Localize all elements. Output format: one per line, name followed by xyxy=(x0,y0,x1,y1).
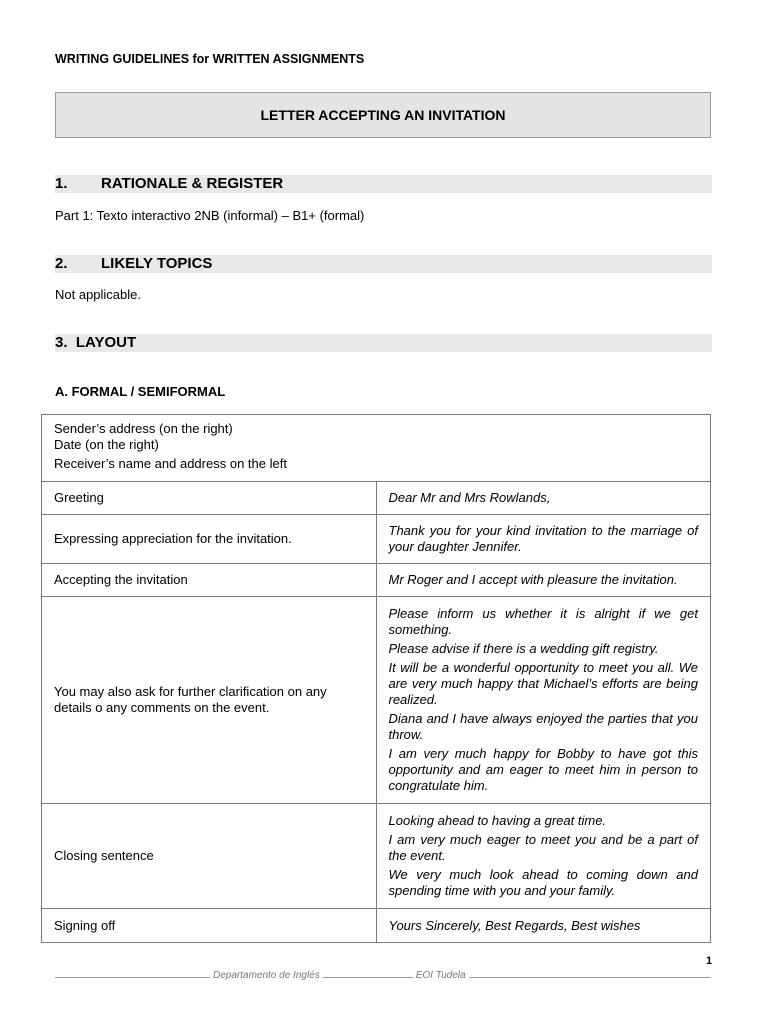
example-line: It will be a wonderful opportunity to meet you all. We are very much happy that Michael’s efforts are being realized. xyxy=(388,660,698,707)
footer-department: Departamento de Inglés xyxy=(213,970,320,981)
row-label: Expressing appreciation for the invitation. xyxy=(42,515,377,564)
table-row xyxy=(42,515,711,564)
layout-subheading: A. FORMAL / SEMIFORMAL xyxy=(55,384,226,399)
example-line: Looking ahead to having a great time. xyxy=(388,813,607,828)
footer-school: EOI Tudela xyxy=(415,970,466,981)
table-row xyxy=(42,597,711,804)
section-2-title: LIKELY TOPICS xyxy=(101,255,213,272)
footer-rule xyxy=(469,968,710,978)
document-title: LETTER ACCEPTING AN INVITATION xyxy=(55,92,711,138)
row-examples xyxy=(376,597,711,804)
section-1-heading xyxy=(55,175,712,193)
row-examples xyxy=(376,804,711,909)
row-label: Signing off xyxy=(42,909,377,943)
section-1-text: Part 1: Texto interactivo 2NB (informal) – B1+ (formal) xyxy=(55,208,365,223)
intro-line: Receiver’s name and address on the left xyxy=(54,456,287,471)
section-3-heading: 3. LAYOUT xyxy=(55,334,712,352)
row-example: Yours Sincerely, Best Regards, Best wishes xyxy=(376,909,711,943)
row-example: Thank you for your kind invitation to the marriage of your daughter Jennifer. xyxy=(376,515,711,564)
table-row xyxy=(42,804,711,909)
intro-line: Sender’s address (on the right) xyxy=(54,421,233,436)
table-row xyxy=(42,415,711,482)
section-1-number: 1. xyxy=(55,175,68,192)
page-number: 1 xyxy=(706,955,713,967)
section-2-heading xyxy=(55,255,712,273)
row-example: Mr Roger and I accept with pleasure the invitation. xyxy=(376,564,711,597)
example-line: Please advise if there is a wedding gift registry. xyxy=(388,641,659,656)
intro-line: Date (on the right) xyxy=(54,437,159,452)
example-line: I am very much eager to meet you and be a part of the event. xyxy=(388,832,698,863)
document-header: WRITING GUIDELINES for WRITTEN ASSIGNMENTS xyxy=(55,52,365,66)
row-label: Accepting the invitation xyxy=(42,564,377,597)
row-example: Dear Mr and Mrs Rowlands, xyxy=(376,482,711,515)
row-label: Closing sentence xyxy=(42,804,377,909)
example-line: I am very much happy for Bobby to have got this opportunity and am eager to meet him in person to congratulate him. xyxy=(388,746,698,793)
section-2-text: Not applicable. xyxy=(55,287,141,302)
intro-cell xyxy=(42,415,711,482)
row-label: Greeting xyxy=(42,482,377,515)
section-2-number: 2. xyxy=(55,255,68,272)
footer-rule xyxy=(323,968,413,978)
page-footer xyxy=(55,968,710,981)
table-row xyxy=(42,482,711,515)
section-1-title: RATIONALE & REGISTER xyxy=(101,175,284,192)
layout-table xyxy=(41,414,711,943)
table-row xyxy=(42,909,711,943)
example-line: We very much look ahead to coming down and spending time with you and your family. xyxy=(388,867,698,898)
example-line: Diana and I have always enjoyed the parties that you throw. xyxy=(388,711,698,742)
table-row xyxy=(42,564,711,597)
footer-rule xyxy=(55,968,210,978)
example-line: Please inform us whether it is alright if we get something. xyxy=(388,606,698,637)
row-label: You may also ask for further clarification on any details o any comments on the event. xyxy=(42,597,377,804)
